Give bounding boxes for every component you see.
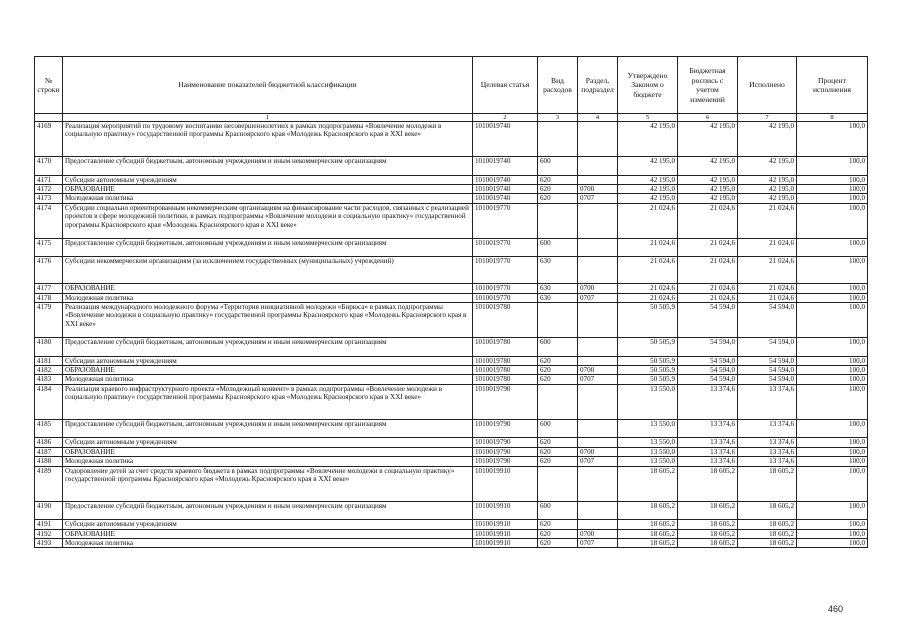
expense-type-cell: 620 <box>538 438 578 447</box>
column-index-row <box>35 114 868 122</box>
target-article-cell: 1010019910 <box>473 538 538 547</box>
target-article-cell: 1010019790 <box>473 457 538 466</box>
budget-plan-cell: 18 605,2 <box>678 520 738 529</box>
section-cell <box>578 356 618 365</box>
table-row <box>35 203 868 238</box>
table-row <box>35 438 868 447</box>
expense-type-cell: 620 <box>538 194 578 203</box>
expense-type-cell: 620 <box>538 457 578 466</box>
expense-type-cell <box>538 203 578 238</box>
executed-amount-cell: 13 374,6 <box>738 420 797 438</box>
target-article-cell: 1010019790 <box>473 420 538 438</box>
percent-cell: 100,0 <box>797 302 868 337</box>
executed-amount-cell: 13 374,6 <box>738 457 797 466</box>
row-number-cell: 4192 <box>35 529 63 538</box>
target-article-cell: 1010019770 <box>473 284 538 293</box>
percent-cell: 100,0 <box>797 239 868 257</box>
budget-plan-cell: 21 024,6 <box>678 293 738 302</box>
indicator-name-cell: Субсидии некоммерческим организациям (за исключением государственных (муниципальных) учреждений) <box>63 257 473 284</box>
budget-plan-cell: 21 024,6 <box>678 239 738 257</box>
row-number-cell: 4175 <box>35 239 63 257</box>
executed-amount-cell: 54 594,0 <box>738 365 797 374</box>
table-row <box>35 538 868 547</box>
expense-type-cell: 620 <box>538 375 578 384</box>
target-article-cell: 1010019780 <box>473 375 538 384</box>
table-row <box>35 338 868 356</box>
indicator-name-cell: Реализация международного молодежного форума «Территория инициативной молодежи «Бирюса» в рамках подпрограммы «Вовлечение молодежи в социальную практику» государственной программы Красноярского края «Молодежь Красноярского края в XXI веке» <box>63 302 473 337</box>
target-article-cell: 1010019740 <box>473 175 538 184</box>
budget-plan-cell: 18 605,2 <box>678 529 738 538</box>
row-number-cell: 4179 <box>35 302 63 337</box>
column-index: 6 <box>678 114 738 122</box>
column-index: 2 <box>473 114 538 122</box>
target-article-cell: 1010019910 <box>473 501 538 519</box>
header-row-number: № строки <box>35 57 63 114</box>
approved-amount-cell: 13 550,0 <box>618 438 678 447</box>
header-executed: Исполнено <box>738 57 797 114</box>
approved-amount-cell: 50 505,9 <box>618 365 678 374</box>
expense-type-cell: 600 <box>538 420 578 438</box>
target-article-cell: 1010019790 <box>473 384 538 419</box>
percent-cell: 100,0 <box>797 538 868 547</box>
executed-amount-cell: 21 024,6 <box>738 239 797 257</box>
budget-plan-cell: 18 605,2 <box>678 466 738 501</box>
approved-amount-cell: 50 505,9 <box>618 375 678 384</box>
column-index-empty <box>35 114 63 122</box>
executed-amount-cell: 42 195,0 <box>738 175 797 184</box>
row-number-cell: 4187 <box>35 447 63 456</box>
column-index: 5 <box>618 114 678 122</box>
executed-amount-cell: 21 024,6 <box>738 203 797 238</box>
budget-plan-cell: 42 195,0 <box>678 175 738 184</box>
executed-amount-cell: 18 605,2 <box>738 501 797 519</box>
expense-type-cell: 600 <box>538 239 578 257</box>
column-index: 4 <box>578 114 618 122</box>
budget-plan-cell: 13 374,6 <box>678 457 738 466</box>
table-row <box>35 157 868 175</box>
table-row <box>35 384 868 419</box>
expense-type-cell: 630 <box>538 293 578 302</box>
budget-plan-cell: 42 195,0 <box>678 184 738 193</box>
section-cell: 0707 <box>578 293 618 302</box>
row-number-cell: 4177 <box>35 284 63 293</box>
executed-amount-cell: 13 374,6 <box>738 447 797 456</box>
table-row <box>35 420 868 438</box>
indicator-name-cell: ОБРАЗОВАНИЕ <box>63 184 473 193</box>
percent-cell: 100,0 <box>797 420 868 438</box>
header-row <box>35 57 868 114</box>
approved-amount-cell: 42 195,0 <box>618 157 678 175</box>
executed-amount-cell: 54 594,0 <box>738 356 797 365</box>
approved-amount-cell: 42 195,0 <box>618 122 678 157</box>
approved-amount-cell: 21 024,6 <box>618 284 678 293</box>
indicator-name-cell: ОБРАЗОВАНИЕ <box>63 284 473 293</box>
header-percent: Процент исполнения <box>797 57 868 114</box>
approved-amount-cell: 13 550,0 <box>618 447 678 456</box>
table-row <box>35 501 868 519</box>
percent-cell: 100,0 <box>797 293 868 302</box>
row-number-cell: 4186 <box>35 438 63 447</box>
section-cell: 0707 <box>578 457 618 466</box>
table-row <box>35 293 868 302</box>
executed-amount-cell: 42 195,0 <box>738 184 797 193</box>
section-cell: 0700 <box>578 447 618 456</box>
header-section: Раздел, подраздел <box>578 57 618 114</box>
table-row <box>35 194 868 203</box>
approved-amount-cell: 18 605,2 <box>618 529 678 538</box>
budget-plan-cell: 13 374,6 <box>678 420 738 438</box>
approved-amount-cell: 42 195,0 <box>618 184 678 193</box>
percent-cell: 100,0 <box>797 365 868 374</box>
percent-cell: 100,0 <box>797 284 868 293</box>
header-budget-plan: Бюджетная роспись с учетом изменений <box>678 57 738 114</box>
table-row <box>35 257 868 284</box>
budget-plan-cell: 13 374,6 <box>678 447 738 456</box>
approved-amount-cell: 18 605,2 <box>618 538 678 547</box>
approved-amount-cell: 21 024,6 <box>618 257 678 284</box>
executed-amount-cell: 42 195,0 <box>738 194 797 203</box>
section-cell <box>578 466 618 501</box>
approved-amount-cell: 18 605,2 <box>618 501 678 519</box>
percent-cell: 100,0 <box>797 338 868 356</box>
approved-amount-cell: 21 024,6 <box>618 293 678 302</box>
expense-type-cell <box>538 122 578 157</box>
section-cell <box>578 384 618 419</box>
row-number-cell: 4188 <box>35 457 63 466</box>
row-number-cell: 4191 <box>35 520 63 529</box>
approved-amount-cell: 42 195,0 <box>618 175 678 184</box>
indicator-name-cell: Предоставление субсидий бюджетным, автономным учреждениям и иным некоммерческим организациям <box>63 338 473 356</box>
row-number-cell: 4174 <box>35 203 63 238</box>
row-number-cell: 4183 <box>35 375 63 384</box>
budget-plan-cell: 42 195,0 <box>678 122 738 157</box>
approved-amount-cell: 13 550,0 <box>618 384 678 419</box>
target-article-cell: 1010019780 <box>473 338 538 356</box>
row-number-cell: 4170 <box>35 157 63 175</box>
expense-type-cell <box>538 302 578 337</box>
indicator-name-cell: Молодежная политика <box>63 457 473 466</box>
table-row <box>35 175 868 184</box>
header-approved: Утверждено Законом о бюджете <box>618 57 678 114</box>
budget-plan-cell: 21 024,6 <box>678 257 738 284</box>
row-number-cell: 4169 <box>35 122 63 157</box>
executed-amount-cell: 54 594,0 <box>738 338 797 356</box>
expense-type-cell: 620 <box>538 529 578 538</box>
approved-amount-cell: 13 550,0 <box>618 420 678 438</box>
percent-cell: 100,0 <box>797 356 868 365</box>
indicator-name-cell: Предоставление субсидий бюджетным, автономным учреждениям и иным некоммерческим организациям <box>63 501 473 519</box>
budget-plan-cell: 54 594,0 <box>678 302 738 337</box>
target-article-cell: 1010019780 <box>473 365 538 374</box>
section-cell: 0707 <box>578 194 618 203</box>
row-number-cell: 4176 <box>35 257 63 284</box>
target-article-cell: 1010019910 <box>473 520 538 529</box>
header-expense-type: Вид расходов <box>538 57 578 114</box>
table-row <box>35 457 868 466</box>
expense-type-cell: 620 <box>538 356 578 365</box>
percent-cell: 100,0 <box>797 194 868 203</box>
budget-plan-cell: 54 594,0 <box>678 338 738 356</box>
percent-cell: 100,0 <box>797 384 868 419</box>
budget-plan-cell: 21 024,6 <box>678 284 738 293</box>
row-number-cell: 4185 <box>35 420 63 438</box>
expense-type-cell <box>538 466 578 501</box>
section-cell <box>578 420 618 438</box>
indicator-name-cell: Субсидии автономным учреждениям <box>63 520 473 529</box>
section-cell: 0700 <box>578 284 618 293</box>
indicator-name-cell: ОБРАЗОВАНИЕ <box>63 365 473 374</box>
percent-cell: 100,0 <box>797 447 868 456</box>
target-article-cell: 1010019780 <box>473 356 538 365</box>
expense-type-cell: 620 <box>538 538 578 547</box>
section-cell <box>578 501 618 519</box>
row-number-cell: 4193 <box>35 538 63 547</box>
target-article-cell: 1010019770 <box>473 239 538 257</box>
table-row <box>35 122 868 157</box>
percent-cell: 100,0 <box>797 257 868 284</box>
section-cell <box>578 438 618 447</box>
executed-amount-cell: 18 605,2 <box>738 529 797 538</box>
indicator-name-cell: Предоставление субсидий бюджетным, автономным учреждениям и иным некоммерческим организациям <box>63 157 473 175</box>
percent-cell: 100,0 <box>797 375 868 384</box>
indicator-name-cell: Субсидии автономным учреждениям <box>63 438 473 447</box>
section-cell <box>578 338 618 356</box>
expense-type-cell: 630 <box>538 257 578 284</box>
header-target-article: Целевая статья <box>473 57 538 114</box>
section-cell <box>578 302 618 337</box>
target-article-cell: 1010019780 <box>473 302 538 337</box>
expense-type-cell: 600 <box>538 157 578 175</box>
header-indicator-name: Наименование показателей бюджетной классификации <box>63 57 473 114</box>
budget-plan-cell: 13 374,6 <box>678 384 738 419</box>
budget-plan-cell: 18 605,2 <box>678 501 738 519</box>
target-article-cell: 1010019910 <box>473 529 538 538</box>
target-article-cell: 1010019740 <box>473 194 538 203</box>
percent-cell: 100,0 <box>797 184 868 193</box>
percent-cell: 100,0 <box>797 157 868 175</box>
budget-plan-cell: 21 024,6 <box>678 203 738 238</box>
indicator-name-cell: Молодежная политика <box>63 293 473 302</box>
row-number-cell: 4173 <box>35 194 63 203</box>
target-article-cell: 1010019740 <box>473 184 538 193</box>
row-number-cell: 4171 <box>35 175 63 184</box>
percent-cell: 100,0 <box>797 175 868 184</box>
expense-type-cell: 630 <box>538 284 578 293</box>
expense-type-cell: 620 <box>538 184 578 193</box>
column-index: 8 <box>797 114 868 122</box>
row-number-cell: 4182 <box>35 365 63 374</box>
table-row <box>35 466 868 501</box>
target-article-cell: 1010019740 <box>473 157 538 175</box>
budget-plan-cell: 18 605,2 <box>678 538 738 547</box>
budget-plan-cell: 54 594,0 <box>678 356 738 365</box>
row-number-cell: 4181 <box>35 356 63 365</box>
target-article-cell: 1010019770 <box>473 203 538 238</box>
row-number-cell: 4178 <box>35 293 63 302</box>
executed-amount-cell: 21 024,6 <box>738 293 797 302</box>
table-row <box>35 375 868 384</box>
indicator-name-cell: Реализация мероприятий по трудовому воспитанию несовершеннолетних в рамках подпрограммы «Вовлечение молодежи в социальную практику» государственной программы Красноярского края «Молодежь Красноярского края в XXI веке» <box>63 122 473 157</box>
indicator-name-cell: Предоставление субсидий бюджетным, автономным учреждениям и иным некоммерческим организациям <box>63 420 473 438</box>
executed-amount-cell: 21 024,6 <box>738 284 797 293</box>
indicator-name-cell: Реализация краевого инфраструктурного проекта «Молодежный конвент» в рамках подпрограммы «Вовлечение молодежи в социальную практику» государственной программы Красноярского края «Молодежь Красноярского края в XXI веке» <box>63 384 473 419</box>
expense-type-cell: 620 <box>538 447 578 456</box>
percent-cell: 100,0 <box>797 122 868 157</box>
indicator-name-cell: Молодежная политика <box>63 375 473 384</box>
approved-amount-cell: 50 505,9 <box>618 302 678 337</box>
budget-plan-cell: 42 195,0 <box>678 194 738 203</box>
budget-plan-cell: 54 594,0 <box>678 375 738 384</box>
percent-cell: 100,0 <box>797 438 868 447</box>
executed-amount-cell: 13 374,6 <box>738 384 797 419</box>
budget-table <box>34 56 868 548</box>
table-row <box>35 184 868 193</box>
approved-amount-cell: 21 024,6 <box>618 239 678 257</box>
target-article-cell: 1010019770 <box>473 293 538 302</box>
approved-amount-cell: 18 605,2 <box>618 466 678 501</box>
percent-cell: 100,0 <box>797 520 868 529</box>
percent-cell: 100,0 <box>797 501 868 519</box>
budget-plan-cell: 42 195,0 <box>678 157 738 175</box>
indicator-name-cell: Предоставление субсидий бюджетным, автономным учреждениям и иным некоммерческим организациям <box>63 239 473 257</box>
table-row <box>35 529 868 538</box>
executed-amount-cell: 18 605,2 <box>738 538 797 547</box>
indicator-name-cell: Субсидии автономным учреждениям <box>63 175 473 184</box>
indicator-name-cell: Молодежная политика <box>63 194 473 203</box>
table-row <box>35 302 868 337</box>
indicator-name-cell: Субсидии социально ориентированным некоммерческим организациям на финансирование части расходов, связанных с реализацией проектов в сфере молодежной политики, в рамках подпрограммы «Вовлечение молодежи в социальную практику» государственной программы Красноярского края «Молодежь Красноярского края в XXI веке» <box>63 203 473 238</box>
percent-cell: 100,0 <box>797 457 868 466</box>
expense-type-cell <box>538 384 578 419</box>
section-cell <box>578 257 618 284</box>
target-article-cell: 1010019770 <box>473 257 538 284</box>
expense-type-cell: 620 <box>538 175 578 184</box>
section-cell <box>578 157 618 175</box>
budget-plan-cell: 13 374,6 <box>678 438 738 447</box>
section-cell <box>578 239 618 257</box>
table-row <box>35 365 868 374</box>
approved-amount-cell: 21 024,6 <box>618 203 678 238</box>
target-article-cell: 1010019790 <box>473 447 538 456</box>
page-number: 460 <box>827 604 843 614</box>
table-row <box>35 284 868 293</box>
percent-cell: 100,0 <box>797 203 868 238</box>
table-row <box>35 520 868 529</box>
indicator-name-cell: Молодежная политика <box>63 538 473 547</box>
row-number-cell: 4172 <box>35 184 63 193</box>
percent-cell: 100,0 <box>797 529 868 538</box>
section-cell: 0700 <box>578 529 618 538</box>
approved-amount-cell: 50 505,9 <box>618 356 678 365</box>
section-cell: 0700 <box>578 184 618 193</box>
executed-amount-cell: 13 374,6 <box>738 438 797 447</box>
executed-amount-cell: 18 605,2 <box>738 520 797 529</box>
target-article-cell: 1010019790 <box>473 438 538 447</box>
table-row <box>35 239 868 257</box>
section-cell: 0700 <box>578 365 618 374</box>
executed-amount-cell: 42 195,0 <box>738 122 797 157</box>
row-number-cell: 4180 <box>35 338 63 356</box>
approved-amount-cell: 13 550,0 <box>618 457 678 466</box>
row-number-cell: 4189 <box>35 466 63 501</box>
column-index: 7 <box>738 114 797 122</box>
indicator-name-cell: Оздоровление детей за счет средств краевого бюджета в рамках подпрограммы «Вовлечение молодежи в социальную практику» государственной программы Красноярского края «Молодежь Красноярского края в XXI веке» <box>63 466 473 501</box>
executed-amount-cell: 42 195,0 <box>738 157 797 175</box>
approved-amount-cell: 42 195,0 <box>618 194 678 203</box>
expense-type-cell: 620 <box>538 365 578 374</box>
expense-type-cell: 600 <box>538 338 578 356</box>
target-article-cell: 1010019740 <box>473 122 538 157</box>
column-index: 3 <box>538 114 578 122</box>
executed-amount-cell: 18 605,2 <box>738 466 797 501</box>
section-cell <box>578 122 618 157</box>
approved-amount-cell: 18 605,2 <box>618 520 678 529</box>
executed-amount-cell: 54 594,0 <box>738 302 797 337</box>
executed-amount-cell: 54 594,0 <box>738 375 797 384</box>
expense-type-cell: 620 <box>538 520 578 529</box>
column-index: 1 <box>63 114 473 122</box>
indicator-name-cell: ОБРАЗОВАНИЕ <box>63 529 473 538</box>
section-cell <box>578 203 618 238</box>
approved-amount-cell: 50 505,9 <box>618 338 678 356</box>
section-cell <box>578 520 618 529</box>
section-cell: 0707 <box>578 538 618 547</box>
row-number-cell: 4190 <box>35 501 63 519</box>
expense-type-cell: 600 <box>538 501 578 519</box>
section-cell <box>578 175 618 184</box>
target-article-cell: 1010019910 <box>473 466 538 501</box>
percent-cell: 100,0 <box>797 466 868 501</box>
indicator-name-cell: ОБРАЗОВАНИЕ <box>63 447 473 456</box>
table-row <box>35 447 868 456</box>
indicator-name-cell: Субсидии автономным учреждениям <box>63 356 473 365</box>
section-cell: 0707 <box>578 375 618 384</box>
table-row <box>35 356 868 365</box>
budget-plan-cell: 54 594,0 <box>678 365 738 374</box>
row-number-cell: 4184 <box>35 384 63 419</box>
executed-amount-cell: 21 024,6 <box>738 257 797 284</box>
